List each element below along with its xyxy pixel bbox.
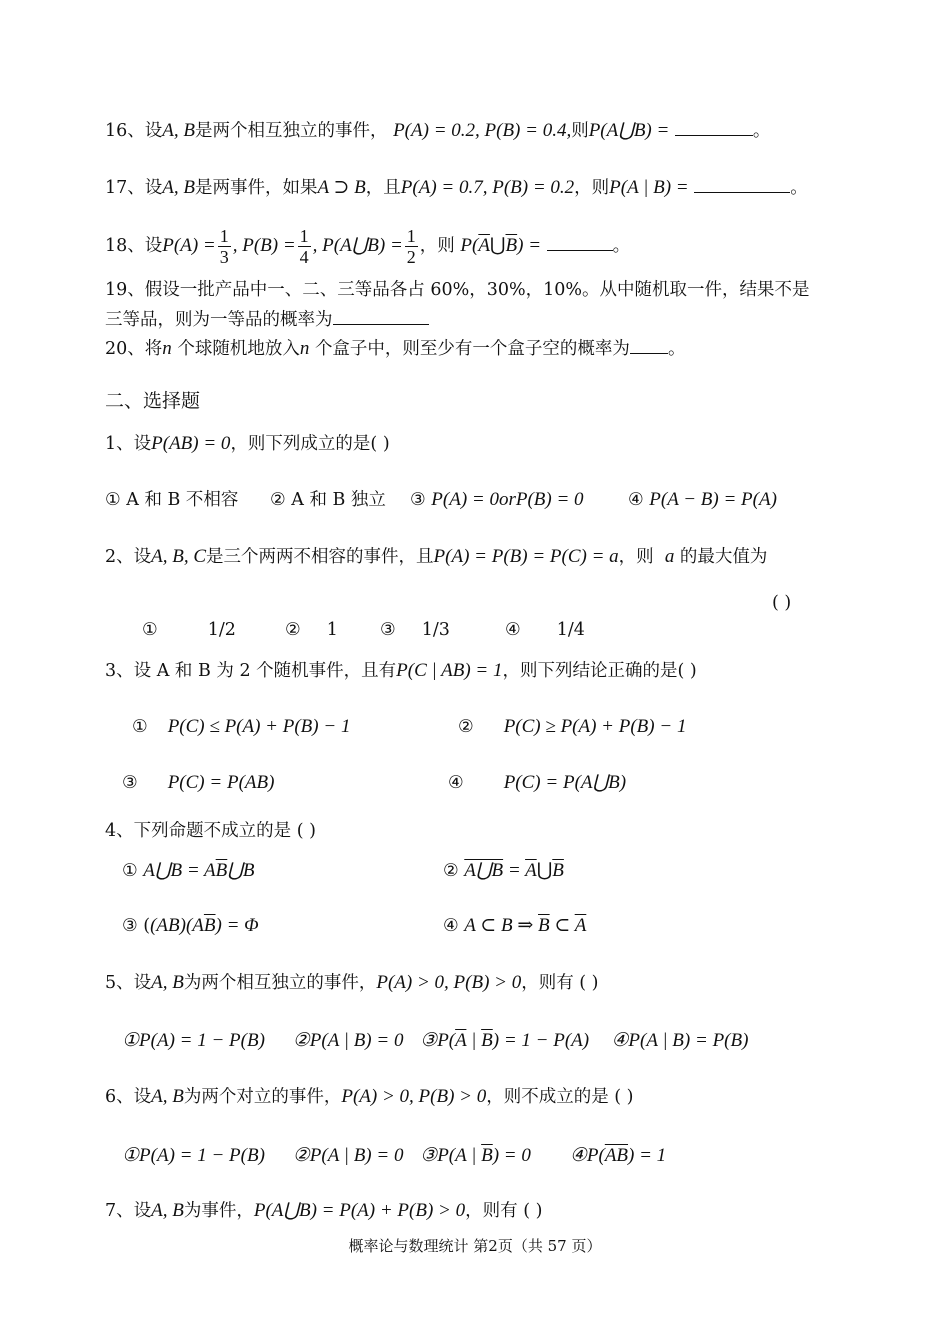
c4-option-2-eq: =: [503, 860, 526, 881]
c5-rest: ，则有 ( ): [521, 973, 599, 993]
choice-question-5: [105, 970, 599, 996]
c7-prefix: 7、设: [105, 1201, 152, 1221]
question-16: [105, 117, 770, 144]
c5-mid: 为两个相互独立的事件，: [183, 973, 377, 993]
c6-option-3-start: ③P(A |: [420, 1145, 482, 1166]
c4-option-1-bar: $\overline{B}$: [215, 860, 228, 881]
q18-ask: ，则: [419, 236, 455, 256]
choice-question-1: [105, 431, 390, 457]
q18-pa: P(A) =: [162, 235, 216, 256]
c6-option-4-bar: $\overline{AB}$: [604, 1145, 629, 1166]
c5-option-3-abar: $\overline{A}$: [455, 1030, 467, 1051]
q16-expr: P(A⋃B) =: [588, 120, 670, 141]
answer-blank[interactable]: [333, 306, 429, 325]
q20-mid2: 个盒子中，则至少有一个盒子空的概率为: [314, 339, 630, 359]
option-marker: ①: [142, 620, 158, 640]
c3-option-4-expr: P(C) = P(A⋃B): [503, 772, 627, 793]
c5-option-2[interactable]: ②P(A | B) = 0: [292, 1030, 404, 1051]
c2-option-2-value: 1: [326, 620, 338, 640]
c4-option-3-expr: (AB)(A: [150, 915, 204, 936]
c3-option-1-expr: P(C) ≤ P(A) + P(B) − 1: [167, 716, 351, 737]
c3-option-2-expr: P(C) ≥ P(A) + P(B) − 1: [503, 716, 687, 737]
choice-question-7: [105, 1198, 542, 1224]
fraction-denominator: 4: [299, 247, 309, 267]
option-marker: ①: [122, 861, 138, 881]
c7-cond: P(A⋃B) = P(A) + P(B) > 0: [253, 1200, 466, 1221]
c4-option-3-bar: $\overline{B}$: [203, 915, 216, 936]
c6-prefix: 6、设: [105, 1087, 152, 1107]
c2-option-4-value: 1/4: [556, 620, 585, 640]
c5-option-3-start: ③P(: [420, 1030, 456, 1051]
q18-prefix: 18、设: [105, 236, 163, 256]
c4-option-4-abar: $\overline{A}$: [574, 915, 587, 936]
answer-blank[interactable]: [675, 117, 753, 136]
answer-blank[interactable]: [547, 232, 613, 251]
q20-prefix: 20、将: [105, 339, 163, 359]
c2-ask: ，则: [618, 547, 654, 567]
q17-mid: 是两事件，如果: [195, 178, 318, 198]
c1-expr: P(AB) = 0: [151, 433, 231, 454]
question-18: [105, 221, 630, 271]
q16-prefix: 16、设: [105, 121, 163, 141]
c2-a: a: [664, 546, 675, 567]
c3-option-1[interactable]: [132, 714, 350, 740]
c4-option-2-bar: A⋃B: [464, 860, 504, 881]
choice-question-3: [105, 658, 697, 684]
fraction-denominator: 2: [406, 247, 416, 267]
c3-rest: ，则下列结论正确的是( ): [502, 661, 697, 681]
c2-answer-paren: ( ): [772, 593, 792, 613]
c4-option-3-end: ) = Φ: [215, 915, 259, 936]
c6-cond: P(A) > 0, P(B) > 0: [341, 1086, 487, 1107]
c5-prefix: 5、设: [105, 973, 152, 993]
q17-rel: A ⊃ B: [317, 177, 366, 198]
c1-option-4[interactable]: [628, 487, 777, 513]
c3-option-3-expr: P(C) = P(AB): [167, 772, 275, 793]
choice-question-2: [105, 544, 767, 570]
c4-option-2-a: $\overline{A}$: [525, 860, 537, 881]
option-marker: ③: [122, 773, 138, 793]
c4-option-2[interactable]: [443, 858, 564, 884]
c7-vars: A, B: [151, 1200, 184, 1221]
q20-n: n: [162, 338, 172, 359]
question-17: [105, 174, 808, 201]
q18-expr-end: ) =: [517, 235, 542, 256]
option-marker: ②: [443, 861, 459, 881]
c4-option-1[interactable]: [122, 858, 254, 884]
c2-prefix: 2、设: [105, 547, 152, 567]
choice-question-4: 4、下列命题不成立的是 ( ): [105, 821, 316, 841]
q20-mid: 个球随机地放入: [177, 339, 300, 359]
option-marker: ③: [410, 490, 426, 510]
q20-n2: n: [299, 338, 310, 359]
c4-option-4[interactable]: [443, 913, 586, 939]
c5-option-3[interactable]: [420, 1031, 589, 1051]
c6-option-4[interactable]: [570, 1146, 666, 1166]
c5-option-3-given: |: [466, 1030, 482, 1051]
q17-cond: P(A) = 0.7, P(B) = 0.2: [400, 177, 575, 198]
c7-rest: ，则有 ( ): [465, 1201, 543, 1221]
q16-ask: 则: [571, 121, 589, 141]
c2-option-1[interactable]: [142, 617, 236, 643]
q18-expr-union: ⋃: [489, 235, 506, 256]
c4-option-2-union: ⋃: [536, 860, 553, 881]
c4-option-3[interactable]: ③ ($(AB)(A\overline{B}) = \Phi$: [122, 915, 259, 936]
c2-mid: 是三个两两不相容的事件，且: [206, 547, 434, 567]
c1-option-3-expr: P(A) = 0orP(B) = 0: [431, 489, 584, 510]
c4-option-4-expr: A ⊂ B ⇒: [464, 915, 538, 936]
option-marker: ④: [448, 773, 464, 793]
fraction: [218, 226, 231, 267]
question-19-line1: 19、假设一批产品中一、二、三等品各占 60%，30%，10%。从中随机取一件，结果不是: [105, 280, 810, 300]
c4-option-2-b: $\overline{B}$: [552, 860, 564, 881]
page-footer: 概率论与数理统计 第2页（共 57 页）: [348, 1237, 602, 1255]
option-marker: ④: [505, 620, 521, 640]
c2-option-2[interactable]: [285, 617, 338, 643]
q18-pu: , P(A⋃B) =: [312, 235, 403, 256]
q16-vars: A, B: [162, 120, 195, 141]
c1-rest: ，则下列成立的是( ): [230, 434, 390, 454]
q17-and: ，且: [365, 178, 401, 198]
q19-line2: 三等品，则为一等品的概率为: [105, 310, 333, 330]
c2-rest: 的最大值为: [679, 547, 768, 567]
c4-option-1-expr: A⋃B = A: [143, 860, 216, 881]
c5-option-4[interactable]: ④P(A | B) = P(B): [611, 1030, 749, 1051]
section-heading: 二、选择题: [105, 390, 201, 412]
c6-option-1[interactable]: ①P(A) = 1 − P(B): [122, 1145, 265, 1166]
c6-option-4-start: ④P(: [569, 1145, 605, 1166]
answer-blank[interactable]: [630, 335, 668, 354]
c6-options: [122, 1143, 666, 1169]
c7-mid: 为事件，: [183, 1201, 254, 1221]
c6-option-4-end: ) = 1: [628, 1145, 667, 1166]
c4-option-1-end: ⋃B: [227, 860, 255, 881]
fraction-numerator: 1: [299, 226, 309, 246]
option-marker: ①: [132, 717, 148, 737]
c3-text: 3、设 A 和 B 为 2 个随机事件，且有: [105, 661, 397, 681]
q18-expr-b-bar: $\overline{B}$: [505, 235, 518, 256]
question-19-line2: [105, 306, 429, 333]
c2-vars: A, B, C: [151, 546, 207, 567]
c6-option-3-end: ) = 0: [492, 1145, 531, 1166]
q18-expr: P(: [460, 235, 479, 256]
c5-option-3-bbar: $\overline{B}$: [481, 1030, 493, 1051]
c2-option-3[interactable]: [380, 617, 450, 643]
c2-option-1-value: 1/2: [207, 620, 236, 640]
c3-expr: P(C | AB) = 1: [396, 660, 503, 681]
q20-end: 。: [667, 339, 686, 359]
choice-question-6: [105, 1084, 634, 1110]
c5-cond: P(A) > 0, P(B) > 0: [376, 972, 522, 993]
fraction: [298, 226, 311, 267]
c3-option-2[interactable]: [458, 714, 686, 740]
fraction: [405, 226, 418, 267]
c6-mid: 为两个对立的事件，: [183, 1087, 342, 1107]
answer-blank[interactable]: [694, 174, 790, 193]
question-20: [105, 335, 685, 362]
c1-option-1[interactable]: ① A 和 B 不相容: [105, 490, 239, 510]
option-marker: ②: [285, 620, 301, 640]
c5-vars: A, B: [151, 972, 184, 993]
q18-pb: , P(B) =: [232, 235, 296, 256]
option-marker: ④: [628, 490, 644, 510]
c1-option-4-expr: P(A − B) = P(A): [649, 489, 777, 510]
c1-prefix: 1、设: [105, 434, 152, 454]
c6-option-3[interactable]: [420, 1146, 531, 1166]
q16-mid: 是两个相互独立的事件，: [195, 121, 388, 141]
c3-option-3[interactable]: [122, 770, 274, 796]
c4-option-4-bbar: $\overline{B}$: [538, 915, 550, 936]
q17-ask: ，则: [574, 178, 610, 198]
option-marker: ③: [122, 916, 138, 936]
c4-option-4-sub: ⊂: [549, 915, 575, 936]
c6-vars: A, B: [151, 1086, 184, 1107]
q17-prefix: 17、设: [105, 178, 163, 198]
option-marker: ④: [443, 916, 459, 936]
q18-end: 。: [612, 236, 631, 256]
option-marker: ②: [458, 717, 474, 737]
q17-vars: A, B: [162, 177, 195, 198]
q18-expr-a-bar: $\overline{A}$: [478, 235, 490, 256]
c2-option-3-value: 1/3: [421, 620, 450, 640]
q17-expr: P(A | B) =: [609, 177, 689, 198]
c6-option-2[interactable]: ②P(A | B) = 0: [292, 1145, 404, 1166]
c3-option-4[interactable]: [448, 770, 626, 796]
fraction-numerator: 1: [406, 226, 416, 246]
c5-option-3-end: ) = 1 − P(A): [492, 1030, 590, 1051]
c6-option-3-bbar: $\overline{B}$: [481, 1145, 493, 1166]
c1-option-3[interactable]: [410, 487, 584, 513]
c5-option-1[interactable]: ①P(A) = 1 − P(B): [122, 1030, 265, 1051]
fraction-numerator: 1: [219, 226, 229, 246]
q16-end: 。: [752, 121, 771, 141]
c6-rest: ，则不成立的是 ( ): [486, 1087, 634, 1107]
option-marker: ③: [380, 620, 396, 640]
fraction-denominator: 3: [219, 247, 229, 267]
q16-cond: P(A) = 0.2, P(B) = 0.4,: [393, 120, 572, 141]
c2-cond: P(A) = P(B) = P(C) = a: [433, 546, 619, 567]
c2-option-4[interactable]: [505, 617, 585, 643]
c1-option-2[interactable]: ② A 和 B 独立: [270, 490, 386, 510]
c5-options: [122, 1028, 748, 1054]
q17-end: 。: [790, 178, 808, 198]
